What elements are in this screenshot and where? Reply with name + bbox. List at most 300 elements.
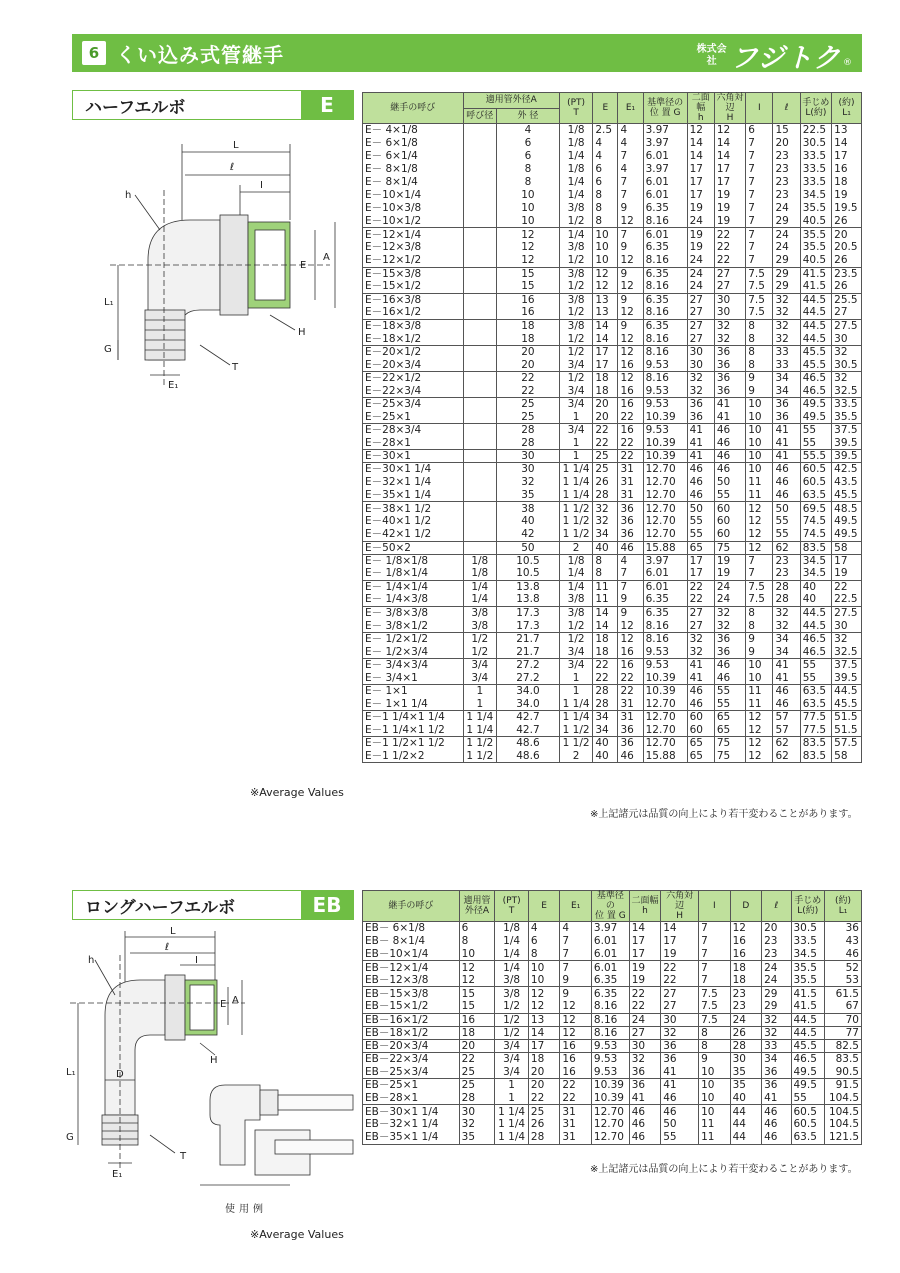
table-cell: 24 (687, 215, 714, 228)
table-cell: 27 (832, 306, 862, 319)
eb-col-header-a: 適用管 外径A (459, 891, 495, 922)
table-cell (463, 489, 496, 502)
table-cell: 14 (593, 319, 618, 332)
table-cell: 46.5 (800, 384, 831, 397)
table-cell: 7.5 (699, 987, 731, 1000)
table-cell: 14 (528, 1026, 560, 1039)
table-cell: 28 (773, 593, 800, 606)
table-cell: 1 1/4 (463, 711, 496, 724)
table-cell: 36 (629, 1066, 661, 1079)
table-cell: 6.35 (643, 267, 687, 280)
table-cell: 9.53 (591, 1052, 629, 1065)
dim-label-e: E (300, 260, 307, 271)
table-cell: 65 (687, 750, 714, 763)
table-cell: 32.5 (832, 645, 862, 658)
table-cell: 29 (773, 215, 800, 228)
table-cell: 6.35 (643, 293, 687, 306)
table-cell: 9.53 (643, 424, 687, 437)
table-cell (463, 515, 496, 528)
table-cell: 14 (593, 606, 618, 619)
table-cell (463, 528, 496, 541)
table-cell: 37.5 (832, 658, 862, 671)
table-cell: 41 (687, 671, 714, 684)
table-cell: 17.3 (497, 606, 560, 619)
table-cell: 35 (730, 1079, 762, 1092)
table-cell: 36 (714, 371, 745, 384)
table-cell: 9 (746, 371, 773, 384)
table-cell: 15 (459, 987, 495, 1000)
table-cell: 50 (773, 502, 800, 515)
table-cell: 15 (497, 267, 560, 280)
table-cell: 4 (618, 163, 643, 176)
table-row (363, 254, 862, 267)
table-cell: 1 1/2 (559, 737, 592, 750)
table-cell: 13.8 (497, 580, 560, 593)
table-cell: 40 (593, 750, 618, 763)
table-cell: E－25×1 (363, 411, 464, 424)
table-cell: 46 (661, 1105, 699, 1118)
table-cell: 10.39 (643, 411, 687, 424)
table-cell: 18 (497, 332, 560, 345)
table-cell: 25 (593, 450, 618, 463)
table-cell: 10 (746, 437, 773, 450)
table-cell: 18 (593, 632, 618, 645)
table-cell: 16 (618, 645, 643, 658)
table-cell (463, 424, 496, 437)
table-row (363, 737, 862, 750)
table-cell (463, 163, 496, 176)
table-cell: 48.6 (497, 737, 560, 750)
table-row (363, 228, 862, 241)
table-cell: 21.7 (497, 645, 560, 658)
table-cell: 75 (714, 750, 745, 763)
table-row (363, 974, 862, 987)
table-cell: 6.01 (643, 176, 687, 189)
table-cell: 8.16 (643, 280, 687, 293)
col-header-od: 外 径 (497, 108, 560, 124)
table-cell: 28 (497, 437, 560, 450)
table-cell: 7.5 (746, 306, 773, 319)
table-cell: 8 (593, 215, 618, 228)
table-cell: 32 (773, 332, 800, 345)
table-cell: 7 (699, 961, 731, 974)
table-cell: 13 (528, 1013, 560, 1026)
table-cell: 7 (746, 137, 773, 150)
table-cell: 50 (497, 541, 560, 554)
table-cell: 42.7 (497, 711, 560, 724)
table-row (363, 1013, 862, 1026)
section-number: 6 (82, 41, 106, 65)
table-cell: 3/4 (495, 1039, 529, 1052)
table-cell: 36 (687, 397, 714, 410)
table-cell: 17 (687, 163, 714, 176)
eb-col-header-e: E (528, 891, 560, 922)
table-cell: 1 1/4 (559, 489, 592, 502)
table-cell: 19 (687, 241, 714, 254)
table-cell: 17 (832, 150, 862, 163)
table-cell: 8 (593, 567, 618, 580)
table-cell: 10 (699, 1092, 731, 1105)
table-cell: 43 (825, 935, 862, 948)
table-cell: 22 (618, 437, 643, 450)
table-row (363, 987, 862, 1000)
table-cell: 32 (459, 1118, 495, 1131)
table-cell: 44 (730, 1105, 762, 1118)
table-cell (463, 124, 496, 137)
table-cell: 18 (593, 645, 618, 658)
table-cell: 9 (699, 1052, 731, 1065)
table-cell: 44.5 (791, 1026, 825, 1039)
table-cell: 1 1/4 (559, 463, 592, 476)
table-cell: 17 (661, 935, 699, 948)
table-cell: 17 (687, 189, 714, 202)
table-cell: 41.5 (791, 987, 825, 1000)
table-cell: 55 (773, 515, 800, 528)
table-cell: E－28×1 (363, 437, 464, 450)
table-cell: 1/4 (559, 150, 592, 163)
table-cell: 62 (773, 737, 800, 750)
eb-dim-label-h: h (88, 955, 95, 966)
table-cell: 1/2 (559, 215, 592, 228)
table-cell: 12.70 (643, 463, 687, 476)
table-cell: E－30×1 1/4 (363, 463, 464, 476)
logo-company-type: 株式会社 (696, 43, 727, 67)
table-cell: 22 (832, 580, 862, 593)
table-cell: E－1 1/4×1 1/4 (363, 711, 464, 724)
table-cell: 9.53 (643, 645, 687, 658)
table-cell: 30 (661, 1013, 699, 1026)
table-cell: 8 (746, 332, 773, 345)
table-cell: 10 (746, 671, 773, 684)
table-cell: 9 (618, 593, 643, 606)
table-cell: 27 (687, 306, 714, 319)
table-cell (463, 176, 496, 189)
table-cell: 17 (593, 358, 618, 371)
table-cell: 6.01 (643, 580, 687, 593)
table-cell: 27.5 (832, 606, 862, 619)
table-cell: 31 (560, 1131, 592, 1144)
table-cell: 3.97 (643, 124, 687, 137)
table-row (363, 215, 862, 228)
table-cell: 12 (459, 974, 495, 987)
table-cell: 46 (714, 450, 745, 463)
table-cell: 7 (560, 935, 592, 948)
table-cell: 1/8 (463, 554, 496, 567)
table-cell: 6.35 (643, 202, 687, 215)
table-cell: 3/8 (463, 606, 496, 619)
table-row (363, 711, 862, 724)
table-cell: 1/4 (559, 580, 592, 593)
table-cell: 3/4 (559, 397, 592, 410)
table-cell: 35 (730, 1066, 762, 1079)
eb-col-header-g: 基準径の 位 置 G (591, 891, 629, 922)
table-cell: 62 (773, 541, 800, 554)
table-cell: 46 (762, 1105, 791, 1118)
table-cell: E－1 1/2×1 1/2 (363, 737, 464, 750)
table-cell: 41 (661, 1066, 699, 1079)
table-cell: 22 (497, 371, 560, 384)
table-cell: 3/4 (495, 1066, 529, 1079)
section-eb-title (72, 890, 354, 920)
table-cell: 1 (463, 698, 496, 711)
dim-label-a: A (323, 252, 330, 263)
table-cell: 10.5 (497, 554, 560, 567)
table-cell: E－42×1 1/2 (363, 528, 464, 541)
table-cell: 6 (497, 137, 560, 150)
table-row (363, 163, 862, 176)
table-cell: 6.01 (643, 189, 687, 202)
table-cell: 49.5 (791, 1079, 825, 1092)
eb-dim-label-d: D (116, 1069, 124, 1080)
table-cell: 46 (629, 1118, 661, 1131)
table-cell: 16 (560, 1052, 592, 1065)
table-cell: 58 (832, 750, 862, 763)
table-cell: 12 (497, 254, 560, 267)
dim-label-l1: L₁ (104, 297, 114, 308)
table-cell: E－35×1 1/4 (363, 489, 464, 502)
table-cell: 27 (661, 987, 699, 1000)
table-cell: 49.5 (800, 397, 831, 410)
table-cell: 17 (832, 554, 862, 567)
table-cell: 8.16 (591, 1000, 629, 1013)
table-cell: 23 (730, 1000, 762, 1013)
table-cell: E－18×1/2 (363, 332, 464, 345)
table-cell: 14 (832, 137, 862, 150)
col-header-pt: (PT) T (559, 93, 592, 124)
table-cell: 1 1/4 (463, 724, 496, 737)
table-cell: 8 (528, 948, 560, 961)
table-cell: E－16×1/2 (363, 306, 464, 319)
table-cell: 9 (618, 202, 643, 215)
table-cell: 41 (773, 450, 800, 463)
table-cell: E－10×1/4 (363, 189, 464, 202)
table-cell: 24 (714, 580, 745, 593)
table-cell: 22 (593, 658, 618, 671)
table-cell: 1/8 (559, 554, 592, 567)
table-row (363, 528, 862, 541)
table-cell: 23 (762, 935, 791, 948)
half-elbow-diagram (90, 130, 360, 400)
eb-col-header-l1: (約) L₁ (825, 891, 862, 922)
table-cell: 19 (714, 202, 745, 215)
col-header-l: 手じめ L(約) (800, 93, 831, 124)
table-cell: 1 (495, 1079, 529, 1092)
table-cell: 3.97 (643, 163, 687, 176)
table-cell: 17 (629, 935, 661, 948)
table-cell: 3.97 (643, 554, 687, 567)
table-cell: 7 (746, 176, 773, 189)
table-cell: 10.5 (497, 567, 560, 580)
table-cell: E－ 3/4×3/4 (363, 658, 464, 671)
table-cell: 1 1/4 (495, 1105, 529, 1118)
table-cell: 44.5 (800, 606, 831, 619)
table-cell: 35.5 (800, 228, 831, 241)
table-cell: 1/8 (559, 163, 592, 176)
table-cell: 35.5 (832, 411, 862, 424)
table-cell: 16 (459, 1013, 495, 1026)
table-cell: 60.5 (800, 463, 831, 476)
table-cell: 19 (661, 948, 699, 961)
section-e-name: ハーフエルボ (85, 97, 186, 118)
table-cell: 46 (714, 463, 745, 476)
table-cell (463, 345, 496, 358)
table-cell: 46.5 (791, 1052, 825, 1065)
table-cell: 1 (463, 685, 496, 698)
table-cell: 34 (773, 384, 800, 397)
table-cell: 32 (773, 306, 800, 319)
section-e-note: ※上記諸元は品質の向上により若干変わることがあります。 (590, 809, 858, 820)
table-cell: 8 (746, 619, 773, 632)
table-cell: 20 (773, 137, 800, 150)
table-cell: 65 (714, 711, 745, 724)
table-cell: 12 (746, 711, 773, 724)
table-cell: 12 (618, 632, 643, 645)
table-cell: E－30×1 (363, 450, 464, 463)
table-row (363, 1000, 862, 1013)
table-cell: 22 (629, 1000, 661, 1013)
eb-dim-label-i: I (195, 955, 198, 966)
table-cell: 104.5 (825, 1118, 862, 1131)
table-row (363, 935, 862, 948)
table-cell: 9.53 (591, 1066, 629, 1079)
table-cell: 19 (714, 189, 745, 202)
table-cell: 55 (800, 658, 831, 671)
table-row (363, 371, 862, 384)
table-cell: 7 (618, 176, 643, 189)
table-cell: 6.35 (643, 241, 687, 254)
table-cell (463, 280, 496, 293)
table-cell: E－ 3/8×1/2 (363, 619, 464, 632)
table-cell: 10 (699, 1105, 731, 1118)
table-cell: 33.5 (800, 150, 831, 163)
table-cell: 46 (629, 1131, 661, 1144)
table-cell: 7.5 (699, 1013, 731, 1026)
table-row (363, 1118, 862, 1131)
table-cell: 53 (825, 974, 862, 987)
table-cell: 63.5 (791, 1131, 825, 1144)
table-cell: 12 (497, 241, 560, 254)
table-cell: 3/8 (559, 267, 592, 280)
table-cell (463, 254, 496, 267)
table-cell: 13 (832, 124, 862, 137)
table-cell: 2 (559, 541, 592, 554)
table-cell: E－16×3/8 (363, 293, 464, 306)
table-cell: 29 (762, 1000, 791, 1013)
table-cell: 46 (773, 476, 800, 489)
table-cell: 67 (825, 1000, 862, 1013)
table-cell: 40 (730, 1092, 762, 1105)
table-cell: 4 (593, 137, 618, 150)
table-cell: 46 (618, 750, 643, 763)
table-cell: 8.16 (591, 1013, 629, 1026)
table-cell: 6 (593, 176, 618, 189)
table-cell: 30.5 (832, 358, 862, 371)
table-row (363, 397, 862, 410)
table-cell: 17 (687, 554, 714, 567)
table-cell: 65 (687, 541, 714, 554)
table-cell: 46 (714, 658, 745, 671)
table-cell: 7 (560, 948, 592, 961)
table-cell: 41 (773, 658, 800, 671)
table-cell: 40 (593, 737, 618, 750)
table-cell: 30 (714, 293, 745, 306)
table-cell: 1/4 (495, 935, 529, 948)
section-e-title (72, 90, 354, 120)
table-cell (463, 150, 496, 163)
table-cell: 1/4 (559, 189, 592, 202)
col-header-g: 基準径の 位 置 G (643, 93, 687, 124)
table-cell: 18 (593, 371, 618, 384)
table-cell: 26 (593, 476, 618, 489)
table-cell: 30 (687, 358, 714, 371)
table-cell: 1 1/4 (559, 711, 592, 724)
col-header-hex: 六角対辺 H (714, 93, 745, 124)
table-cell: 12 (618, 619, 643, 632)
table-cell: 26 (832, 280, 862, 293)
table-cell (463, 450, 496, 463)
table-cell: 7.5 (699, 1000, 731, 1013)
table-cell: 32 (661, 1026, 699, 1039)
eb-col-header-e1: E₁ (560, 891, 592, 922)
table-cell: 46 (618, 541, 643, 554)
table-cell: 17 (593, 345, 618, 358)
table-cell: 1 1/2 (559, 502, 592, 515)
table-cell: 1/4 (559, 567, 592, 580)
table-cell: 8 (459, 935, 495, 948)
table-cell: 35.5 (791, 961, 825, 974)
table-cell: 45.5 (791, 1039, 825, 1052)
table-cell: E－ 1×1 1/4 (363, 698, 464, 711)
table-cell: 12 (560, 1026, 592, 1039)
table-cell: 50 (661, 1118, 699, 1131)
table-cell: 15 (773, 124, 800, 137)
table-cell: 31 (618, 711, 643, 724)
table-cell: 7 (746, 567, 773, 580)
table-cell (463, 228, 496, 241)
table-cell: 1/2 (559, 345, 592, 358)
catalog-header (72, 34, 862, 72)
table-row (363, 267, 862, 280)
table-cell: 10 (593, 241, 618, 254)
table-cell: 12.70 (591, 1131, 629, 1144)
table-cell: 9.53 (643, 658, 687, 671)
table-cell: 1/2 (495, 1026, 529, 1039)
table-cell: 3/8 (559, 606, 592, 619)
eb-dim-label-t: T (180, 1151, 187, 1162)
table-cell: 63.5 (800, 489, 831, 502)
table-cell: E－25×3/4 (363, 397, 464, 410)
table-cell: 41.5 (800, 280, 831, 293)
table-cell: 27.2 (497, 671, 560, 684)
table-cell: 40 (800, 593, 831, 606)
dim-label-ell: ℓ (230, 162, 235, 173)
table-cell: 9 (618, 319, 643, 332)
table-cell: 7 (618, 580, 643, 593)
table-cell: 20 (497, 345, 560, 358)
table-cell: 104.5 (825, 1105, 862, 1118)
eb-dim-label-l1: L₁ (66, 1067, 76, 1078)
table-cell: 1/8 (495, 922, 529, 935)
table-cell: 1/2 (559, 619, 592, 632)
table-cell: 7.5 (746, 593, 773, 606)
table-cell: 14 (629, 922, 661, 935)
table-cell: 24 (762, 961, 791, 974)
table-cell: 15.88 (643, 750, 687, 763)
table-cell: 45.5 (832, 698, 862, 711)
table-cell: 10 (699, 1066, 731, 1079)
table-row (363, 922, 862, 935)
table-cell: 28 (593, 685, 618, 698)
